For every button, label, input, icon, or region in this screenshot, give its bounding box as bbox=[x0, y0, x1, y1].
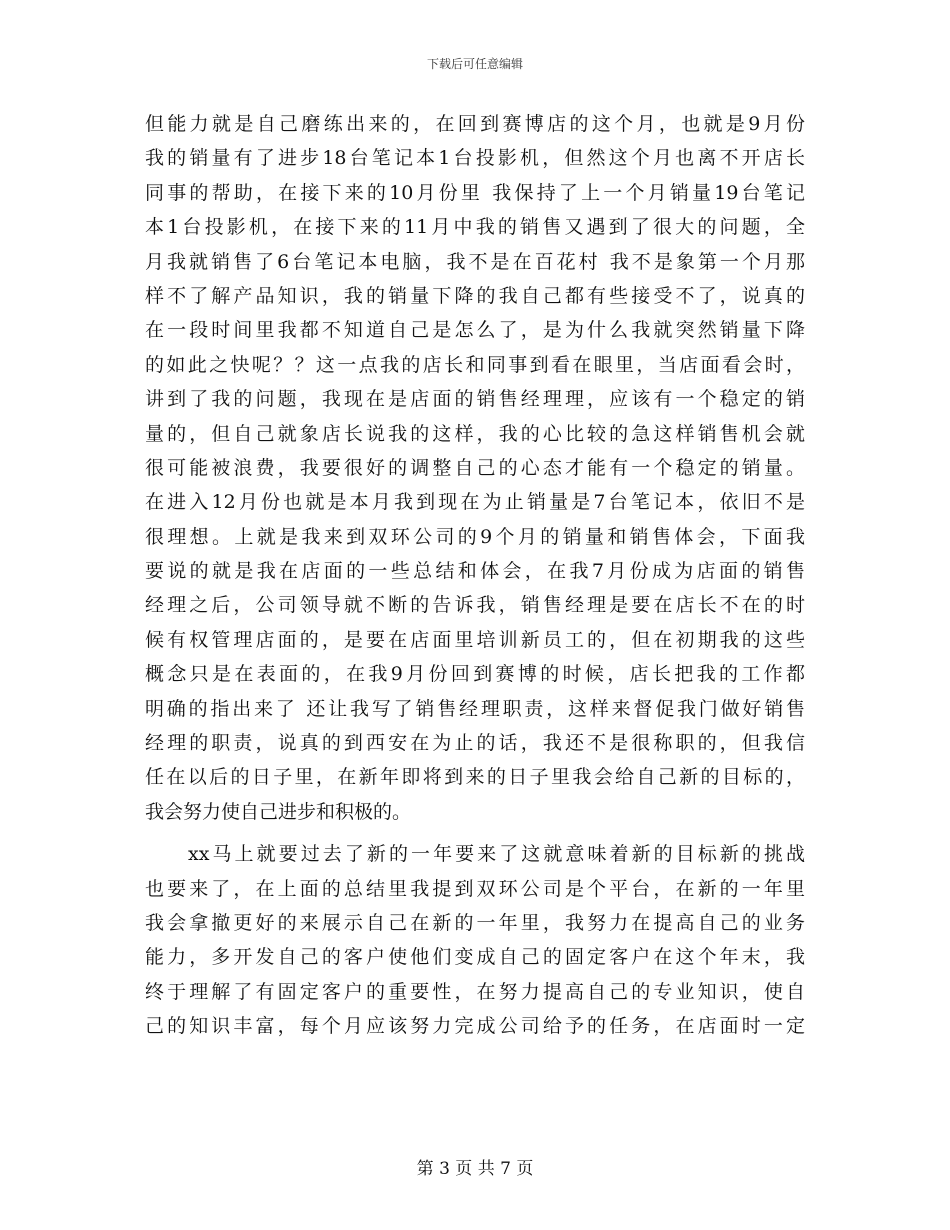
paragraph-2 bbox=[145, 837, 805, 1043]
text-line: 在进入12月份也就是本月我到现在为止销量是7台笔记本，依旧不是 bbox=[145, 491, 805, 514]
page-number-footer: 第 3 页 共 7 页 bbox=[416, 1159, 534, 1179]
text-line: 的如此之快呢？？这一点我的店长和同事到看在眼里，当店面看会时， bbox=[145, 353, 805, 376]
text-line: 很可能被浪费，我要很好的调整自己的心态才能有一个稳定的销量。 bbox=[145, 456, 805, 479]
text-line: 我会努力使自己进步和积极的。 bbox=[145, 800, 412, 823]
text-line: 明确的指出来了 还让我写了销售经理职责，这样来督促我门做好销售 bbox=[145, 697, 805, 720]
text-line: 讲到了我的问题，我现在是店面的销售经理理，应该有一个稳定的销 bbox=[145, 388, 805, 411]
text-line: 本1台投影机，在接下来的11月中我的销售又遇到了很大的问题，全 bbox=[145, 216, 805, 239]
text-line: 月我就销售了6台笔记本电脑，我不是在百花村 我不是象第一个月那 bbox=[145, 250, 805, 273]
text-line: 经理的职责，说真的到西安在为止的话，我还不是很称职的，但我信 bbox=[145, 732, 805, 755]
text-line: 但能力就是自己磨练出来的，在回到赛博店的这个月，也就是9月份 bbox=[145, 113, 805, 135]
page-header: 下载后可任意编辑 bbox=[426, 57, 523, 71]
text-line: 候有权管理店面的，是要在店面里培训新员工的，但在初期我的这些 bbox=[145, 628, 805, 651]
text-line: 任在以后的日子里，在新年即将到来的日子里我会给自己新的目标的， bbox=[145, 766, 805, 789]
text-line: 概念只是在表面的，在我9月份回到赛博的时候，店长把我的工作都 bbox=[145, 663, 805, 686]
paragraph-spacer bbox=[145, 829, 805, 837]
text-line: 己的知识丰富，每个月应该努力完成公司给予的任务，在店面时一定 bbox=[145, 1015, 805, 1038]
text-line: 我会拿撤更好的来展示自己在新的一年里，我努力在提高自己的业务 bbox=[145, 911, 805, 934]
text-line: 我的销量有了进步18台笔记本1台投影机，但然这个月也离不开店长 bbox=[145, 147, 805, 170]
text-line: 样不了解产品知识，我的销量下降的我自己都有些接受不了，说真的 bbox=[145, 284, 805, 307]
text-line: 很理想。上就是我来到双环公司的9个月的销量和销售体会，下面我 bbox=[145, 525, 805, 548]
text-line: 要说的就是我在店面的一些总结和体会，在我7月份成为店面的销售 bbox=[145, 560, 805, 583]
document-body bbox=[145, 107, 805, 1044]
paragraph-1 bbox=[145, 107, 805, 829]
text-line: 能力，多开发自己的客户使他们变成自己的固定客户在这个年末，我 bbox=[145, 946, 805, 969]
text-line: xx马上就要过去了新的一年要来了这就意味着新的目标新的挑战 bbox=[188, 843, 805, 866]
text-line: 同事的帮助，在接下来的10月份里 我保持了上一个月销量19台笔记 bbox=[145, 181, 805, 204]
text-line: 量的，但自己就象店长说我的这样，我的心比较的急这样销售机会就 bbox=[145, 422, 805, 445]
text-line: 经理之后，公司领导就不断的告诉我，销售经理是要在店长不在的时 bbox=[145, 594, 805, 617]
text-line: 在一段时间里我都不知道自己是怎么了，是为什么我就突然销量下降 bbox=[145, 319, 805, 342]
text-line: 终于理解了有固定客户的重要性，在努力提高自己的专业知识，使自 bbox=[145, 980, 805, 1003]
text-line: 也要来了，在上面的总结里我提到双环公司是个平台，在新的一年里 bbox=[145, 877, 805, 900]
